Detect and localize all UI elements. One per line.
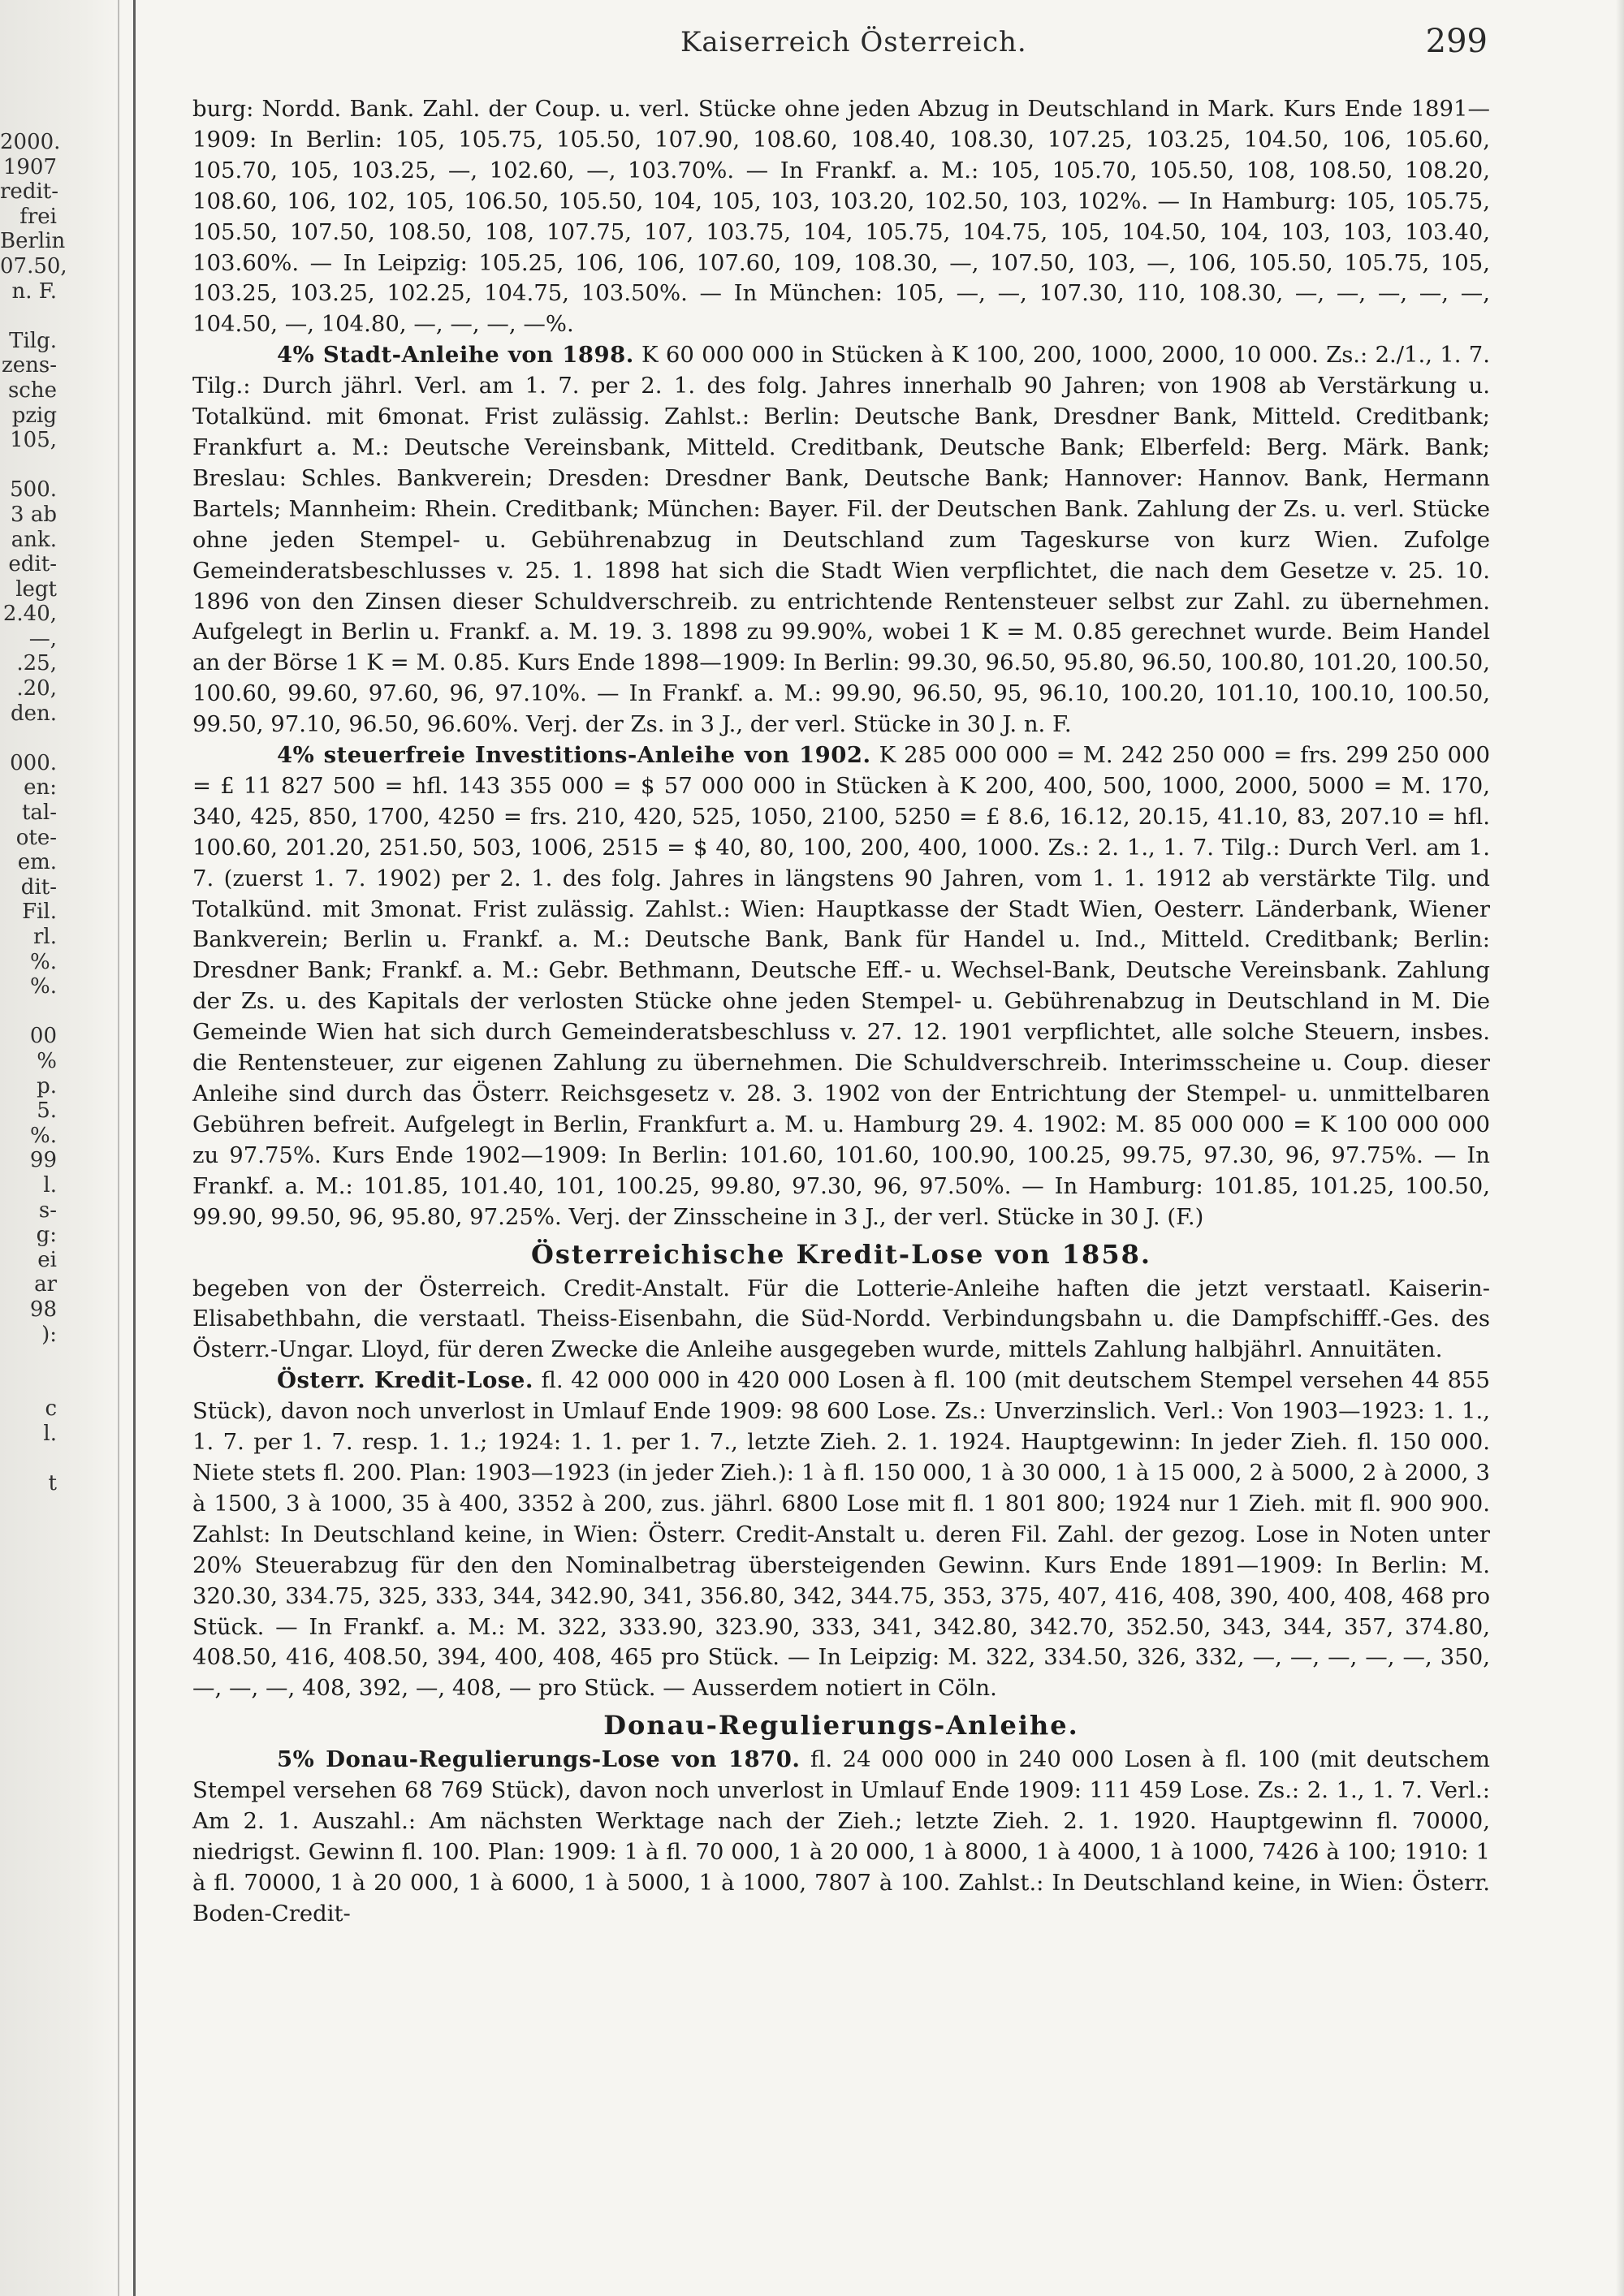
- margin-fragment: 105,: [10, 428, 57, 453]
- margin-fragment: [0, 1347, 57, 1372]
- margin-fragment: l.: [43, 1172, 57, 1198]
- margin-fragment: edit-: [8, 552, 57, 577]
- margin-fragment: n. F.: [11, 278, 57, 304]
- margin-fragment: %.: [30, 1123, 57, 1148]
- margin-fragment: 98: [29, 1297, 57, 1322]
- margin-fragment: ar: [34, 1272, 57, 1297]
- margin-fragment: [0, 1446, 57, 1471]
- margin-fragment: l.: [43, 1421, 57, 1446]
- entry-donau-lose-1870: [192, 1745, 1490, 1929]
- margin-fragment: ote-: [15, 825, 57, 850]
- margin-fragment: %: [37, 1048, 57, 1073]
- margin-fragment: 3 ab: [11, 502, 57, 527]
- gutter-edge-line: [118, 0, 119, 2296]
- margin-fragment: 2000.: [0, 130, 61, 154]
- margin-fragment: ank.: [11, 527, 57, 552]
- entry-title: 5% Donau-Regulierungs-Lose von 1870.: [277, 1746, 801, 1773]
- entry-title: 4% Stadt-Anleihe von 1898.: [277, 342, 634, 369]
- margin-fragment: p.: [37, 1073, 57, 1098]
- section-heading-kredit-lose: Österreichische Kredit-Lose von 1858.: [531, 1238, 1151, 1270]
- margin-fragment: redit-: [0, 179, 59, 205]
- margin-fragment: tal-: [21, 801, 57, 826]
- margin-fragment: pzig: [11, 403, 57, 428]
- margin-fragment: .25,: [16, 651, 57, 676]
- margin-fragment: 00: [29, 1024, 57, 1049]
- margin-fragment: t: [48, 1471, 57, 1496]
- entry-investitions-anleihe-1902: [192, 740, 1490, 1233]
- margin-fragment: g:: [36, 1223, 57, 1248]
- entry-text: K 285 000 000 = M. 242 250 000 = frs. 299 250 000 = £ 11 827 500 = hfl. 143 355 000 = $ 57 000 000 in Stücken à K 200, 400, 500, 1000, 2000, 5000 = M. 170, 340, 425, 850, 1700, 4250 = frs. 210, 420, 525, 1050, 2100, 5250 = £ 8.6, 16.12, 20.15, 41.10, 83, 207.10 = hfl. 100.60, 201.20, 251.50, 503, 1006, 2515 = $ 40, 80, 100, 200, 400, 1000. Zs.: 2. 1., 1. 7. Tilg.: Durch Verl. am 1. 7. (zuerst 1. 7. 1902) per 2. 1. des folg. Jahres in längstens 90 Jahren, vom 1. 1. 1912 ab verstärkte Tilg. und Totalkünd. mit 3monat. Frist zulässig. Zahlst.: Wien: Hauptkasse der Stadt Wien, Oesterr. Länderbank, Wiener Bankverein; Berlin u. Frankf. a. M.: Deutsche Bank, Bank für Handel u. Ind., Mitteld. Creditbank; Berlin: Dresdner Bank; Frankf. a. M.: Gebr. Bethmann, Deutsche Eff.- u. Wechsel-Bank, Deutsche Vereinsbank. Zahlung der Zs. u. des Kapitals der verlosten Stücke ohne jeden Stempel- u. Gebührenabzug in Deutschland in M. Die Gemeinde Wien hat sich durch Gemeinderatsbeschluss v. 27. 12. 1901 verpflichtet, alle solche Steuern, insbes. die Rentensteuer, zur eigenen Zahlung zu übernehmen. Die Schuldverschreib. Interimsscheine u. Coup. dieser Anleihe sind durch das Österr. Reichsgesetz v. 28. 3. 1902 von der Entrichtung der Stempel- u. unmittelbaren Gebühren befreit. Aufgelegt in Berlin, Frankfurt a. M. u. Hamburg 29. 4. 1902: M. 85 000 000 = K 100 000 000 zu 97.75%. Kurs Ende 1902—1909: In Berlin: 101.60, 101.60, 100.90, 100.25, 99.75, 97.30, 96, 97.75%. — In Frankf. a. M.: 101.85, 101.40, 101, 100.25, 99.80, 97.30, 96, 97.50%. — In Hamburg: 101.85, 101.25, 100.50, 99.90, 99.50, 96, 95.80, 97.25%. Verj. der Zinsscheine in 3 J., der verl. Stücke in 30 J. (F.): [192, 742, 1490, 1230]
- margin-fragment: [0, 726, 57, 751]
- margin-fragment: [0, 304, 57, 329]
- gutter-rule: [133, 0, 136, 2296]
- paragraph-continuation: burg: Nordd. Bank. Zahl. der Coup. u. verl. Stücke ohne jeden Abzug in Deutschland in Mark. Kurs Ende 1891—1909: In Berlin: 105, 105.75, 105.50, 107.90, 108.60, 108.40, 108.30, 107.25, 103.25, 104.50, 106, 105.60, 105.70, 105, 103.25, —, 102.60, —, 103.70%. — In Frankf. a. M.: 105, 105.70, 105.50, 108, 108.50, 108.20, 108.60, 106, 102, 105, 106.50, 105.50, 104, 105, 103, 103.20, 102.50, 103, 102%. — In Hamburg: 105, 105.75, 105.50, 107.50, 108.50, 108, 107.75, 107, 103.75, 104, 105.75, 104.75, 105, 104.50, 104, 103, 103, 103.40, 103.60%. — In Leipzig: 105.25, 106, 106, 107.60, 109, 108.30, —, 107.50, 103, —, 106, 105.50, 105.75, 105, 103.25, 103.25, 102.25, 104.75, 103.50%. — In München: 105, —, —, 107.30, 110, 108.30, —, —, —, —, —, 104.50, —, 104.80, —, —, —, —%.: [192, 96, 1490, 338]
- margin-fragment: ):: [41, 1322, 57, 1347]
- margin-fragment: frei: [19, 204, 57, 229]
- margin-fragment: .20,: [16, 676, 57, 701]
- margin-fragment: legt: [15, 576, 57, 602]
- entry-title: 4% steuerfreie Investitions-Anleihe von 1902.: [277, 742, 871, 769]
- margin-fragment: Tilg.: [9, 328, 57, 353]
- margin-fragment: [0, 453, 57, 478]
- entry-text: K 60 000 000 in Stücken à K 100, 200, 1000, 2000, 10 000. Zs.: 2./1., 1. 7. Tilg.: Durch jährl. Verl. am 1. 7. per 2. 1. des folg. Jahres innerhalb 90 Jahren; von 1908 ab Verstärkung u. Totalkünd. mit 6monat. Frist zulässig. Zahlst.: Berlin: Deutsche Bank, Dresdner Bank, Mitteld. Creditbank; Frankfurt a. M.: Deutsche Vereinsbank, Mitteld. Creditbank, Deutsche Bank; Elberfeld: Berg. Märk. Bank; Breslau: Schles. Bankverein; Dresden: Dresdner Bank, Deutsche Bank; Hannover: Hannov. Bank, Hermann Bartels; Mannheim: Rhein. Creditbank; München: Bayer. Fil. der Deutschen Bank. Zahlung der Zs. u. verl. Stücke ohne jeden Stempel- u. Gebührenabzug in Deutschland zum Tageskurse von kurz Wien. Zufolge Gemeinderatsbeschlusses v. 25. 1. 1898 hat sich die Stadt Wien verpflichtet, die nach dem Gesetze v. 25. 10. 1896 von den Zinsen dieser Schuldverschreib. zu entrichtende Rentensteuer selbst zur Zahl. zu übernehmen. Aufgelegt in Berlin u. Frankf. a. M. 19. 3. 1898 zu 99.90%, wobei 1 K = M. 0.85 gerechnet wurde. Beim Handel an der Börse 1 K = M. 0.85. Kurs Ende 1898—1909: In Berlin: 99.30, 96.50, 95.80, 96.50, 100.80, 101.20, 100.50, 100.60, 99.60, 97.60, 96, 97.10%. — In Frankf. a. M.: 99.90, 96.50, 95, 96.10, 100.20, 101.10, 100.10, 100.50, 99.50, 97.10, 96.50, 96.60%. Verj. der Zs. in 3 J., der verl. Stücke in 30 J. n. F.: [192, 342, 1490, 738]
- entry-text: fl. 42 000 000 in 420 000 Losen à fl. 100 (mit deutschem Stempel versehen 44 855 Stück), davon noch unverlost in Umlauf Ende 1909: 98 600 Lose. Zs.: Unverzinslich. Verl.: Von 1903—1923: 1. 1., 1. 7. per 1. 7. resp. 1. 1.; 1924: 1. 1. per 1. 7., letzte Zieh. 2. 1. 1924. Hauptgewinn: In jeder Zieh. fl. 150 000. Niete stets fl. 200. Plan: 1903—1923 (in jeder Zieh.): 1 à fl. 150 000, 1 à 30 000, 1 à 15 000, 2 à 5000, 2 à 2000, 3 à 1500, 3 à 1000, 35 à 400, 3352 à 200, zus. jährl. 6800 Lose mit fl. 1 801 800; 1924 nur 1 Zieh. mit fl. 900 900. Zahlst: In Deutschland keine, in Wien: Österr. Credit-Anstalt u. deren Fil. Zahl. der gezog. Lose in Noten unter 20% Steuerabzug für den den Nominalbetrag übersteigenden Gewinn. Kurs Ende 1891—1909: In Berlin: M. 320.30, 334.75, 325, 333, 344, 342.90, 341, 356.80, 342, 344.75, 353, 375, 407, 416, 408, 390, 400, 408, 468 pro Stück. — In Frankf. a. M.: M. 322, 333.90, 323.90, 333, 341, 342.80, 342.70, 352.50, 343, 344, 357, 374.80, 408.50, 416, 408.50, 394, 400, 408, 465 pro Stück. — In Leipzig: M. 322, 334.50, 326, 332, —, —, —, —, —, 350, —, —, —, 408, 392, —, 408, — pro Stück. — Ausserdem notiert in Cöln.: [192, 1367, 1490, 1702]
- margin-fragment: en:: [24, 775, 57, 801]
- margin-fragment: dit-: [20, 874, 57, 900]
- entry-title: Österr. Kredit-Lose.: [277, 1367, 533, 1394]
- margin-fragment: 5.: [37, 1098, 57, 1124]
- margin-fragment: rl.: [32, 925, 57, 949]
- margin-fragment: [0, 1372, 57, 1397]
- margin-fragment: %.: [30, 949, 57, 974]
- margin-fragment: 2.40,: [2, 602, 57, 627]
- running-head: [0, 16, 1624, 65]
- margin-fragment: %.: [30, 974, 57, 999]
- margin-fragment: zens-: [2, 353, 57, 378]
- margin-fragment: 1907: [2, 154, 57, 179]
- margin-fragment: —,: [28, 626, 57, 651]
- margin-fragment: 07.50,: [0, 253, 67, 278]
- right-page-edge: [1616, 0, 1624, 2296]
- section-intro: begeben von der Österreich. Credit-Anstalt. Für die Lotterie-Anleihe haften die jetzt verstaatl. Kaiserin-Elisabethbahn, die verstaatl. Theiss-Eisenbahn, die Süd-Nordd. Verbindungsbahn u. die Dampfschifff.-Ges. des Österr.-Ungar. Lloyd, für deren Zwecke die Anleihe ausgegeben wurde, mittels Zahlung halbjährl. Annuitäten.: [192, 1275, 1490, 1363]
- entry-stadt-anleihe-1898: [192, 340, 1490, 740]
- facing-page-fragments: [0, 130, 67, 1496]
- margin-fragment: den.: [10, 701, 57, 726]
- margin-fragment: c: [45, 1396, 57, 1422]
- margin-fragment: [0, 999, 57, 1025]
- margin-fragment: 99: [29, 1148, 57, 1173]
- margin-fragment: Berlin: [0, 229, 66, 254]
- page-number: 299: [1425, 23, 1488, 60]
- margin-fragment: em.: [17, 850, 57, 875]
- entry-kredit-lose: [192, 1366, 1490, 1704]
- margin-fragment: s-: [38, 1198, 57, 1223]
- text-column: [192, 94, 1490, 1930]
- margin-fragment: sche: [7, 378, 57, 403]
- margin-fragment: 500.: [10, 477, 57, 503]
- entry-text: fl. 24 000 000 in 240 000 Losen à fl. 100 (mit deutschem Stempel versehen 68 769 Stück), davon noch unverlost in Umlauf Ende 1909: 111 459 Lose. Zs.: 2. 1., 1. 7. Verl.: Am 2. 1. Auszahl.: Am nächsten Werktage nach der Zieh.; letzte Zieh. 2. 1. 1920. Hauptgewinn fl. 70000, niedrigst. Gewinn fl. 100. Plan: 1909: 1 à fl. 70 000, 1 à 20 000, 1 à 8000, 1 à 4000, 1 à 1000, 7426 à 100; 1910: 1 à fl. 70000, 1 à 20 000, 1 à 6000, 1 à 5000, 1 à 1000, 7807 à 100. Zahlst.: In Deutschland keine, in Wien: Österr. Boden-Credit-: [192, 1746, 1490, 1927]
- running-title: Kaiserreich Österreich.: [680, 26, 1027, 58]
- margin-fragment: 000.: [10, 750, 57, 775]
- section-heading-donau: Donau-Regulierungs-Anleihe.: [603, 1710, 1079, 1741]
- margin-fragment: ei: [37, 1247, 57, 1272]
- margin-fragment: Fil.: [22, 900, 57, 925]
